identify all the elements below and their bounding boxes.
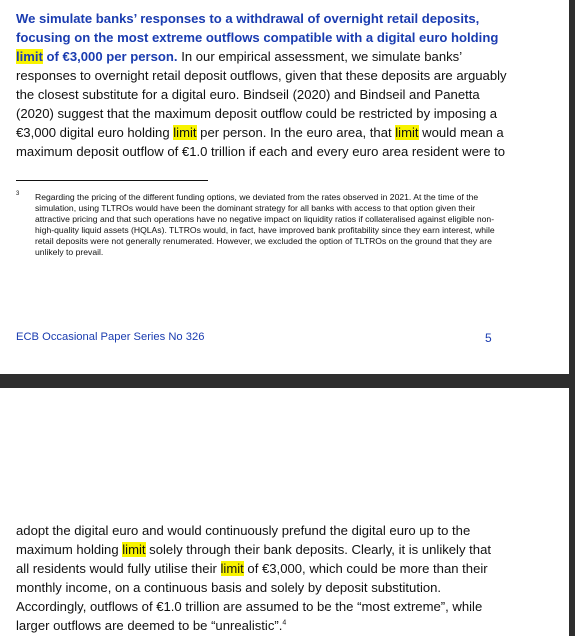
- text-run: adopt the digital euro and would continuously prefund the digital euro up to the: [16, 523, 471, 538]
- page2-text-line: [16, 559, 508, 578]
- footnote-text: Regarding the pricing of the different funding options, we deviated from the rates observed in 2021. At the time of the simulation, using TLTROs would have been the dominant strategy for all banks with access to that option given their attractive pricing and that such operations have no negative impact on liquidity ratios if collateralised against eligible non-high-quality liquid assets (HQLAs). TLTROs would, in fact, have improved bank profitability since they earn interest, while retail deposits were not generally renumerated. However, we excluded the option of TLTROs on the ground that they are unlikely to prevail.: [35, 192, 495, 258]
- page1-text-line: [16, 85, 508, 104]
- text-run: maximum deposit outflow of €1.0 trillion if each and every euro area resident were to: [16, 144, 506, 159]
- bold-lead-in: focusing on the most extreme outflows compatible with a digital euro holding: [16, 30, 499, 45]
- page1-text-line: [16, 123, 508, 142]
- page2-text-line: [16, 521, 508, 540]
- text-run: all residents would fully utilise their: [16, 561, 221, 576]
- text-run: per person. In the euro area, that: [196, 125, 396, 140]
- search-highlight: limit: [122, 542, 146, 557]
- footer-series-title: ECB Occasional Paper Series No 326: [16, 331, 205, 343]
- bold-lead-in: We simulate banks’ responses to a withdrawal of overnight retail deposits,: [16, 11, 480, 26]
- footnote-separator: [16, 180, 208, 181]
- page1-text-line: [16, 66, 508, 85]
- page1-text-line: [16, 142, 508, 161]
- document-page-2: [0, 388, 569, 636]
- text-run: larger outflows are deemed to be “unrealistic”.: [16, 618, 283, 633]
- search-highlight: limit: [220, 561, 244, 576]
- page1-text-line: [16, 47, 508, 66]
- bold-lead-in: of €3,000 per person.: [42, 49, 178, 64]
- page1-text-line: [16, 28, 508, 47]
- page1-paragraph: [16, 9, 508, 161]
- page2-text-line: [16, 597, 508, 616]
- text-run: €3,000 digital euro holding: [16, 125, 174, 140]
- search-highlight: limit: [16, 49, 43, 64]
- text-run: responses to overnight retail deposit outflows, given that these deposits are arguably: [16, 68, 507, 83]
- text-run: would mean a: [418, 125, 504, 140]
- text-run: Accordingly, outflows of €1.0 trillion are assumed to be the “most extreme”, while: [16, 599, 483, 614]
- text-run: monthly income, on a continuous basis and solely by deposit substitution.: [16, 580, 442, 595]
- footnote-reference[interactable]: 4: [282, 619, 287, 627]
- text-run: maximum holding: [16, 542, 123, 557]
- viewer-scrollbar-track[interactable]: [569, 0, 575, 636]
- page2-text-line: [16, 578, 508, 597]
- page2-paragraph: [16, 521, 508, 635]
- search-highlight: limit: [395, 125, 419, 140]
- page1-text-line: [16, 104, 508, 123]
- text-run: the closest substitute for a digital euro. Bindseil (2020) and Bindseil and Panetta: [16, 87, 480, 102]
- page1-text-line: [16, 9, 508, 28]
- page2-text-line: [16, 540, 508, 559]
- text-run: of €3,000, which could be more than their: [243, 561, 488, 576]
- footer-page-number: 5: [485, 331, 492, 345]
- text-run: In our empirical assessment, we simulate banks’: [177, 49, 463, 64]
- footnote-number: 3: [16, 191, 20, 197]
- text-run: solely through their bank deposits. Clearly, it is unlikely that: [145, 542, 491, 557]
- page2-text-line: [16, 616, 508, 635]
- page-separator: [0, 374, 575, 388]
- search-highlight: limit: [173, 125, 197, 140]
- text-run: (2020) suggest that the maximum deposit outflow could be restricted by imposing a: [16, 106, 498, 121]
